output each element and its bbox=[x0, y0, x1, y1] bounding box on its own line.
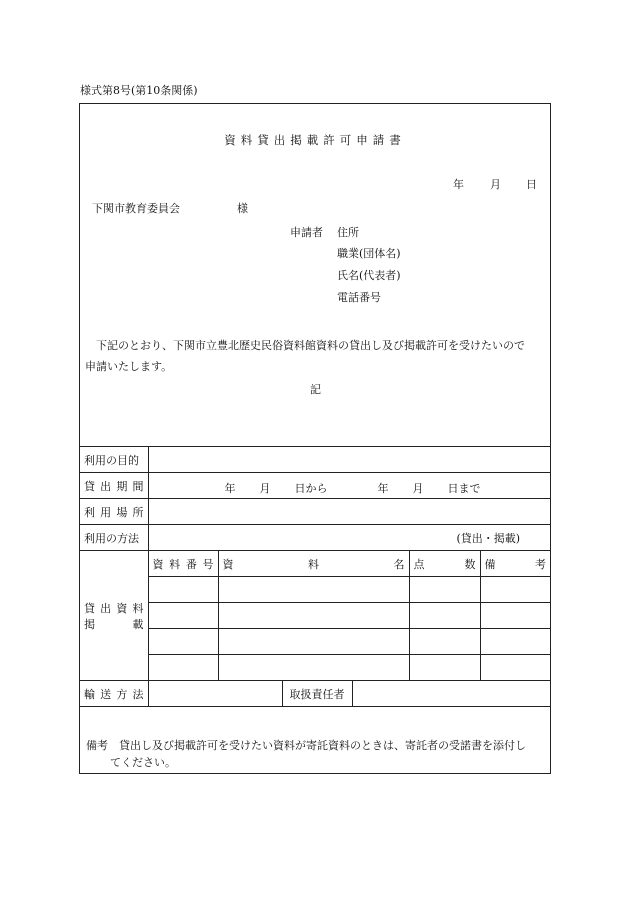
item-number-header bbox=[148, 551, 218, 577]
transport-label-text: 輸送方法 bbox=[84, 687, 144, 701]
applicant-address-field[interactable]: 住所 bbox=[337, 226, 359, 239]
item-number-cell[interactable] bbox=[148, 655, 218, 681]
addressee: 下関市教育委員会 bbox=[92, 202, 180, 215]
item-count-cell[interactable] bbox=[409, 603, 480, 629]
applicant-phone-field[interactable]: 電話番号 bbox=[337, 291, 381, 304]
handler-label bbox=[282, 681, 352, 707]
item-number-cell[interactable] bbox=[148, 629, 218, 655]
item-remarks-header bbox=[480, 551, 550, 577]
applicant-label: 申請者 bbox=[290, 226, 323, 239]
method-label-text: 利用の方法 bbox=[84, 531, 139, 545]
purpose-input[interactable] bbox=[148, 447, 550, 473]
period-year-2: 年 bbox=[377, 482, 389, 495]
date-month-label: 月 bbox=[490, 178, 501, 191]
items-label-line-1: 貸出資料 bbox=[84, 601, 144, 615]
item-remarks-header-text: 備 考 bbox=[484, 557, 547, 571]
item-number-cell[interactable] bbox=[148, 603, 218, 629]
transport-row bbox=[80, 681, 550, 707]
applicant-occupation-field[interactable]: 職業(団体名) bbox=[337, 247, 401, 260]
method-options: (貸出・掲載) bbox=[456, 531, 521, 545]
handler-input[interactable] bbox=[352, 681, 550, 707]
item-name-header-text: 資 料 名 bbox=[222, 557, 405, 571]
period-day-from: 日から bbox=[294, 482, 328, 495]
item-count-header-text: 点 数 bbox=[413, 557, 476, 571]
period-month-1: 月 bbox=[259, 482, 271, 495]
body-text-line-2: 申請いたします。 bbox=[85, 360, 173, 373]
item-row bbox=[80, 629, 550, 655]
item-number-header-text: 資料番号 bbox=[152, 557, 214, 571]
item-count-cell[interactable] bbox=[409, 577, 480, 603]
place-row bbox=[80, 499, 550, 525]
items-label bbox=[80, 551, 148, 681]
item-row bbox=[80, 577, 550, 603]
period-label bbox=[80, 473, 148, 499]
note-line-2: てください。 bbox=[110, 756, 176, 769]
honorific: 様 bbox=[237, 202, 248, 215]
purpose-label bbox=[80, 447, 148, 473]
form-number: 様式第8号(第10条関係) bbox=[80, 84, 198, 97]
application-form bbox=[79, 103, 551, 774]
date-day-label: 日 bbox=[526, 178, 537, 191]
item-row bbox=[80, 655, 550, 681]
item-row bbox=[80, 603, 550, 629]
item-number-cell[interactable] bbox=[148, 577, 218, 603]
details-table bbox=[80, 446, 550, 707]
period-label-text: 貸出期間 bbox=[84, 479, 144, 493]
ki-label: 記 bbox=[310, 383, 321, 396]
place-label bbox=[80, 499, 148, 525]
item-remarks-cell[interactable] bbox=[480, 577, 550, 603]
item-remarks-cell[interactable] bbox=[480, 629, 550, 655]
item-name-cell[interactable] bbox=[218, 655, 409, 681]
transport-input[interactable] bbox=[148, 681, 282, 707]
item-name-header bbox=[218, 551, 409, 577]
period-month-2: 月 bbox=[412, 482, 424, 495]
period-year-1: 年 bbox=[224, 482, 236, 495]
form-title: 資料貸出掲載許可申請書 bbox=[224, 133, 406, 147]
place-label-text: 利用場所 bbox=[84, 505, 144, 519]
method-input[interactable] bbox=[148, 525, 550, 551]
body-text-line-1: 下記のとおり、下関市立豊北歴史民俗資料館資料の貸出し及び掲載許可を受けたいので bbox=[96, 339, 525, 352]
item-count-cell[interactable] bbox=[409, 655, 480, 681]
item-remarks-cell[interactable] bbox=[480, 655, 550, 681]
purpose-row bbox=[80, 447, 550, 473]
period-day-until: 日まで bbox=[447, 482, 481, 495]
transport-label bbox=[80, 681, 148, 707]
items-label-line-2: 掲 載 bbox=[84, 617, 144, 631]
item-name-cell[interactable] bbox=[218, 629, 409, 655]
item-name-cell[interactable] bbox=[218, 577, 409, 603]
method-label bbox=[80, 525, 148, 551]
date-year-label: 年 bbox=[453, 178, 464, 191]
item-count-cell[interactable] bbox=[409, 629, 480, 655]
method-row bbox=[80, 525, 550, 551]
item-remarks-cell[interactable] bbox=[480, 603, 550, 629]
handler-label-text: 取扱責任者 bbox=[289, 687, 345, 701]
applicant-name-field[interactable]: 氏名(代表者) bbox=[337, 269, 401, 282]
item-name-cell[interactable] bbox=[218, 603, 409, 629]
note-line-1: 備考 貸出し及び掲載許可を受けたい資料が寄託資料のときは、寄託者の受諾書を添付し bbox=[86, 739, 526, 752]
period-row bbox=[80, 473, 550, 499]
purpose-label-text: 利用の目的 bbox=[84, 453, 139, 467]
period-input[interactable] bbox=[148, 473, 550, 499]
place-input[interactable] bbox=[148, 499, 550, 525]
items-header-row bbox=[80, 551, 550, 577]
item-count-header bbox=[409, 551, 480, 577]
